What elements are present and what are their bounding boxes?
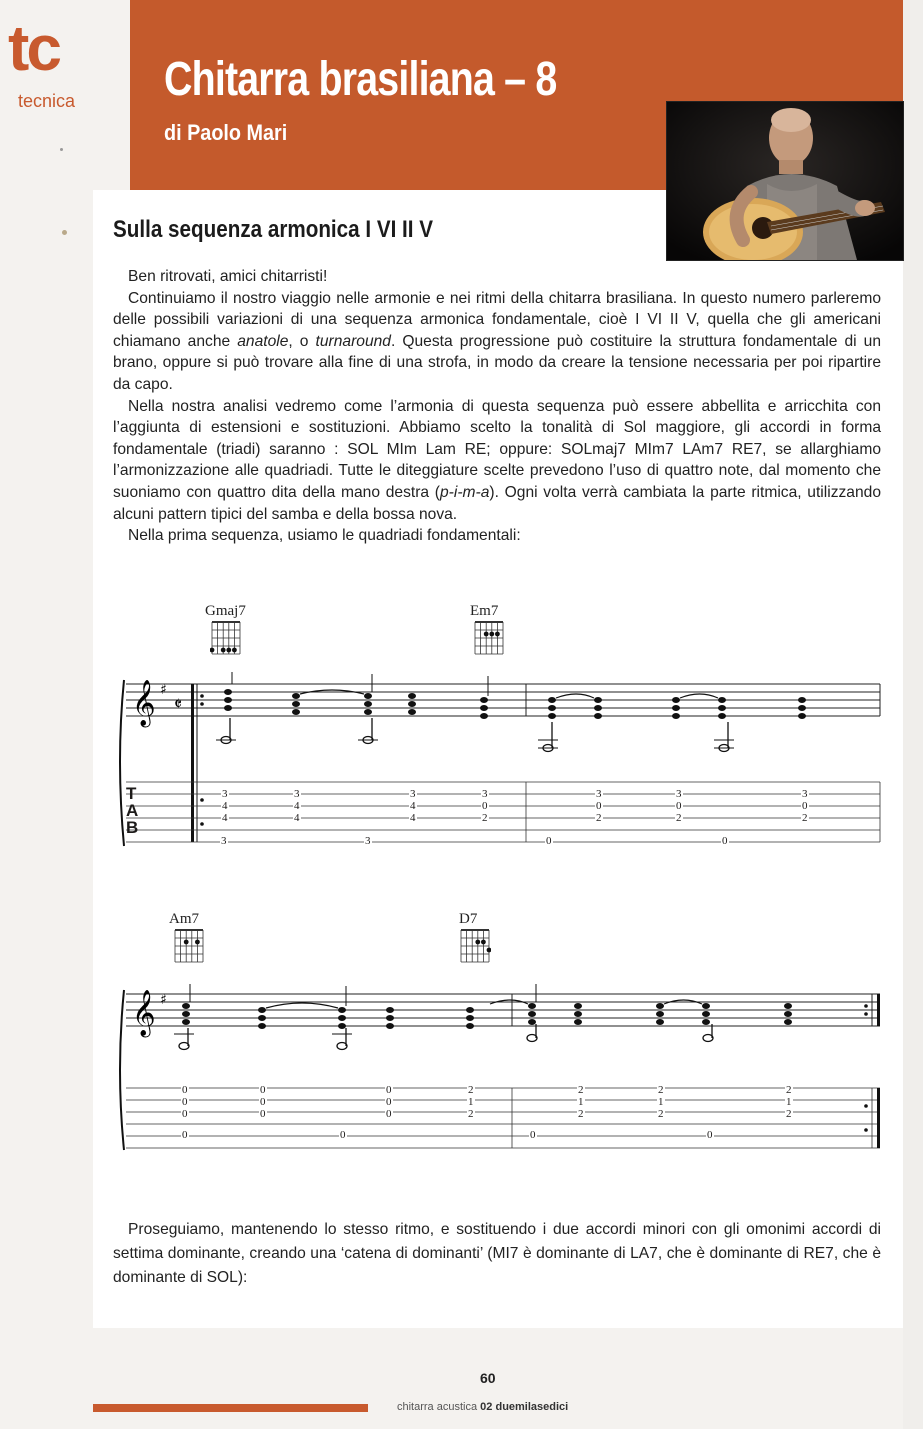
guitarist-illustration: [667, 102, 903, 260]
tab-fret-number: 2: [596, 812, 602, 824]
chord-name-em7: Em7: [470, 603, 499, 619]
tab-fret-number: 0: [260, 1084, 266, 1096]
tab-bass-number: 0: [182, 1129, 188, 1141]
article-body: [113, 266, 881, 547]
tab-fret-number: 1: [578, 1096, 584, 1108]
staff-chord: [594, 697, 602, 719]
staff-chord: [386, 1007, 394, 1029]
tab-fret-number: 2: [468, 1108, 474, 1120]
staff-chord: [466, 1007, 474, 1029]
tab-bass-number: 0: [546, 835, 552, 847]
tab-clef: T A B: [126, 784, 139, 837]
tab-fret-number: 0: [182, 1096, 188, 1108]
staff-chord: [480, 676, 488, 719]
svg-text:♯: ♯: [160, 682, 167, 698]
staff-chord: [672, 697, 680, 719]
tab-fret-number: 3: [802, 788, 808, 800]
staff-chord: [408, 693, 416, 715]
tab-fret-number: 2: [468, 1084, 474, 1096]
staff-chord: [338, 986, 346, 1029]
staff-chord: [548, 697, 556, 719]
staff-chord: [292, 693, 300, 715]
tab-fret-number: 1: [468, 1096, 474, 1108]
staff-chord: [182, 984, 190, 1025]
tab-fret-number: 2: [802, 812, 808, 824]
svg-text:♯: ♯: [160, 992, 167, 1008]
tab-fret-number: 0: [596, 800, 602, 812]
tab-fret-number: 0: [802, 800, 808, 812]
article-author: di Paolo Mari: [164, 120, 288, 145]
staff-chord: [528, 984, 536, 1025]
staff-chord: [364, 674, 372, 715]
tab-fret-number: 4: [410, 800, 416, 812]
tab-fret-number: 0: [182, 1084, 188, 1096]
margin-speck: [60, 148, 63, 151]
chord-name-am7: Am7: [169, 911, 199, 927]
tab-fret-number: 2: [578, 1108, 584, 1120]
staff-chord: [656, 1003, 664, 1025]
page-number: 60: [480, 1370, 496, 1386]
tab-fret-number: 0: [386, 1096, 392, 1108]
article-title: Chitarra brasiliana – 8: [164, 53, 557, 106]
tab-bass-number: 0: [530, 1129, 536, 1141]
paragraph-intro: Continuiamo il nostro viaggio nelle armonie e nei ritmi della chitarra brasiliana. In questo numero parleremo delle possibili variazioni di una sequenza armonica fondamentale, cioè I VI II V, quella che gli americani chiamano anche anatole, o turnaround. Questa progressione può costituire la struttura fondamentale di un brano, oppure si può trovare alla fine di una strofa, in modo da creare la tensione necessaria per poi ripartire da capo.: [113, 289, 882, 393]
tab-fret-number: 0: [386, 1108, 392, 1120]
tab-fret-number: 2: [676, 812, 682, 824]
tab-bass-number: 0: [722, 835, 728, 847]
margin-speck: [62, 230, 67, 235]
tab-fret-number: 2: [482, 812, 488, 824]
tab-fret-number: 4: [294, 800, 300, 812]
staff-chord: [224, 672, 232, 711]
chord-diagram-d7: [459, 928, 491, 964]
staff-chord: [574, 1003, 582, 1025]
tab-fret-number: 2: [658, 1084, 664, 1096]
tab-bass-number: 3: [365, 835, 371, 847]
closing-paragraph: Proseguiamo, mantenendo lo stesso ritmo, e sostituendo i due accordi minori con gli omonimi accordi di settima dominante, creando una ‘catena di dominanti’ (MI7 è dominante di LA7, che è dominante di RE7, che è dominante di SOL):: [113, 1221, 881, 1286]
staff-chord: [258, 1007, 266, 1029]
tab-fret-number: 4: [294, 812, 300, 824]
tab-fret-number: 3: [482, 788, 488, 800]
tab-bass-number: 0: [340, 1129, 346, 1141]
tab-fret-number: 0: [386, 1084, 392, 1096]
chord-diagram-em7: [473, 620, 505, 656]
tab-fret-number: 4: [410, 812, 416, 824]
paragraph-greeting: Ben ritrovati, amici chitarristi!: [128, 268, 328, 285]
tab-fret-number: 0: [260, 1108, 266, 1120]
tab-fret-number: 3: [410, 788, 416, 800]
staff-chord: [784, 1003, 792, 1025]
tab-fret-number: 2: [578, 1084, 584, 1096]
staff-chord: [702, 1003, 710, 1025]
tab-fret-number: 1: [786, 1096, 792, 1108]
tab-fret-number: 2: [786, 1084, 792, 1096]
chord-name-gmaj7: Gmaj7: [205, 603, 246, 619]
paragraph-analysis: Nella nostra analisi vedremo come l’armonia di questa sequenza può essere abbellita e arricchita con l’aggiunta di estensioni e sostituzioni. Abbiamo scelto la tonalità di Sol maggiore, gli accordi in forma fondamentale (triadi) saranno : SOL MIm Lam RE; oppure: SOLmaj7 MIm7 LAm7 RE7, se allarghiamo l’armonizzazione alle quadriadi. Tutte le diteggiature scelte prevedono l’uso di quattro note, dal momento che suoniamo con quattro dita della mano destra (p-i-m-a). Ogni volta verrà cambiata la parte ritmica, utilizzando alcuni pattern tipici del samba e della bossa nova.: [113, 397, 881, 523]
page-edge: [903, 0, 923, 1429]
tab-fret-number: 3: [676, 788, 682, 800]
section-tag-label: tecnica: [18, 91, 76, 111]
section-tag-abbr: tc: [8, 12, 59, 84]
footer-accent-bar: [93, 1404, 368, 1412]
guitarist-photo: [667, 102, 903, 260]
chord-diagram-gmaj7: [210, 620, 242, 656]
tab-fret-number: 3: [294, 788, 300, 800]
staff-chord: [718, 697, 726, 719]
paragraph-first-sequence: Nella prima sequenza, usiamo le quadriadi fondamentali:: [128, 527, 521, 545]
tab-fret-number: 3: [222, 788, 228, 800]
tab-fret-number: 0: [482, 800, 488, 812]
chord-diagram-am7: [173, 928, 205, 964]
tab-fret-number: 4: [222, 800, 228, 812]
tab-fret-number: 0: [182, 1108, 188, 1120]
tab-fret-number: 3: [596, 788, 602, 800]
tab-fret-number: 0: [676, 800, 682, 812]
notation-system-2: [112, 980, 882, 1155]
treble-clef-icon: 𝄞: [132, 680, 156, 726]
tab-fret-number: 4: [222, 812, 228, 824]
chord-name-d7: D7: [459, 911, 478, 927]
tab-fret-number: 2: [786, 1108, 792, 1120]
treble-clef-icon: 𝄞: [132, 990, 156, 1036]
tab-fret-number: 1: [658, 1096, 664, 1108]
tab-fret-number: 0: [260, 1096, 266, 1108]
tab-fret-number: 2: [658, 1108, 664, 1120]
tab-bass-number: 0: [707, 1129, 713, 1141]
section-heading: Sulla sequenza armonica I VI II V: [113, 216, 434, 243]
footer-magazine: chitarra acustica 02 duemilasedici: [397, 1401, 569, 1413]
tab-bass-number: 3: [221, 835, 227, 847]
svg-text:𝄵: 𝄵: [174, 694, 183, 715]
staff-chord: [798, 697, 806, 719]
